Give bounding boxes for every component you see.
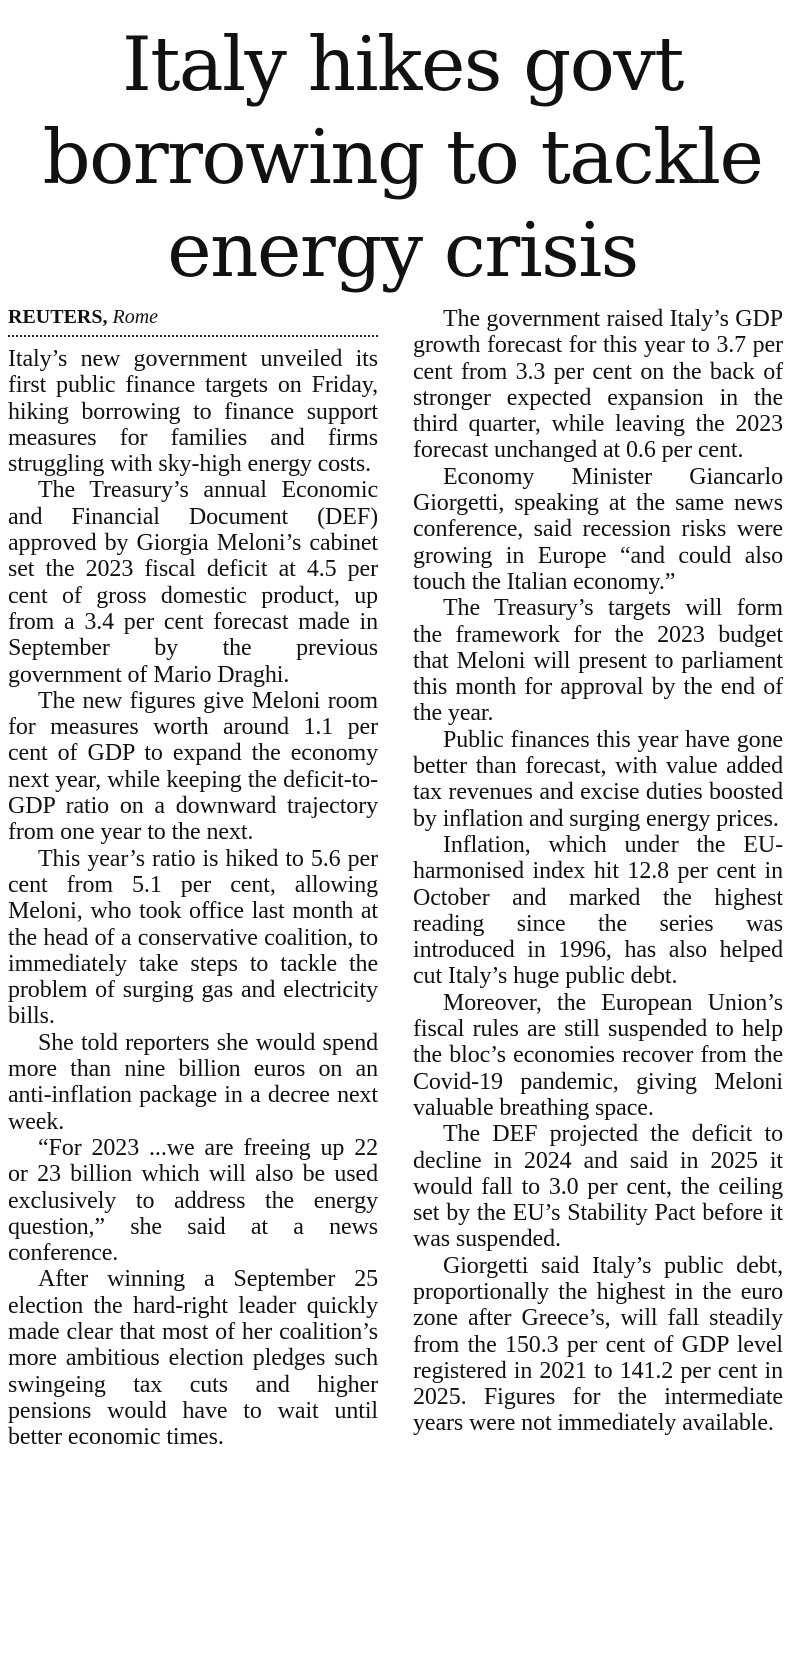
paragraph: The Treasury’s annual Economic and Financial Document (DEF) approved by Giorgia Meloni’s cabinet set the 2023 fiscal deficit at 4.5 per cent of gross domestic product, up from a 3.4 per cent forecast made in September by the previous government of Mario Draghi. [8, 477, 378, 688]
paragraph: The DEF projected the deficit to decline in 2024 and said in 2025 it would fall to 3.0 per cent, the ceiling set by the EU’s Stability Pact before it was suspended. [413, 1121, 783, 1253]
paragraph: She told reporters she would spend more than nine billion euros on an anti-inflation package in a decree next week. [8, 1029, 378, 1135]
paragraph: The Treasury’s targets will form the framework for the 2023 budget that Meloni will present to parliament this month for approval by the end of the year. [413, 595, 783, 727]
paragraph: The new figures give Meloni room for measures worth around 1.1 per cent of GDP to expand the economy next year, while keeping the deficit-to-GDP ratio on a downward trajectory from one year to the next. [8, 687, 378, 846]
left-column [8, 305, 378, 1450]
paragraph: Economy Minister Giancarlo Giorgetti, speaking at the same news conference, said recession risks were growing in Europe “and could also touch the Italian economy.” [413, 463, 783, 595]
byline [8, 305, 378, 337]
paragraph: After winning a September 25 election the hard-right leader quickly made clear that most of her coalition’s more ambitious election pledges such swingeing tax cuts and higher pensions would have to wait until better economic times. [8, 1266, 378, 1451]
paragraph: Inflation, which under the EU-harmonised index hit 12.8 per cent in October and marked the highest reading since the series was introduced in 1996, has also helped cut Italy’s huge public debt. [413, 831, 783, 990]
paragraph: This year’s ratio is hiked to 5.6 per cent from 5.1 per cent, allowing Meloni, who took office last month at the head of a conservative coalition, to immediately take steps to tackle the problem of surging gas and electricity bills. [8, 845, 378, 1030]
byline-location: Rome [112, 306, 159, 328]
headline: Italy hikes govt borrowing to tackle energy crisis [42, 20, 763, 294]
paragraph: Public finances this year have gone better than forecast, with value added tax revenues and excise duties boosted by inflation and surging energy prices. [413, 726, 783, 832]
paragraph: Moreover, the European Union’s fiscal rules are still suspended to help the bloc’s economies recover from the Covid-19 pandemic, giving Meloni valuable breathing space. [413, 989, 783, 1121]
paragraph: “For 2023 ...we are freeing up 22 or 23 billion which will also be used exclusively to address the energy question,” she said at a news conference. [8, 1134, 378, 1267]
byline-agency: REUTERS, [8, 306, 108, 328]
right-column [413, 306, 783, 1437]
paragraph: Giorgetti said Italy’s public debt, proportionally the highest in the euro zone after Greece’s, will fall steadily from the 150.3 per cent of GDP level registered in 2021 to 141.2 per cent in 2025. Figures for the intermediate years were not immediately available. [413, 1252, 783, 1437]
paragraph: Italy’s new government unveiled its first public finance targets on Friday, hiking borrowing to finance support measures for families and firms struggling with sky-high energy costs. [8, 346, 378, 478]
paragraph: The government raised Italy’s GDP growth forecast for this year to 3.7 per cent from 3.3 per cent on the back of stronger expected expansion in the third quarter, while leaving the 2023 forecast unchanged at 0.6 per cent. [413, 306, 783, 464]
